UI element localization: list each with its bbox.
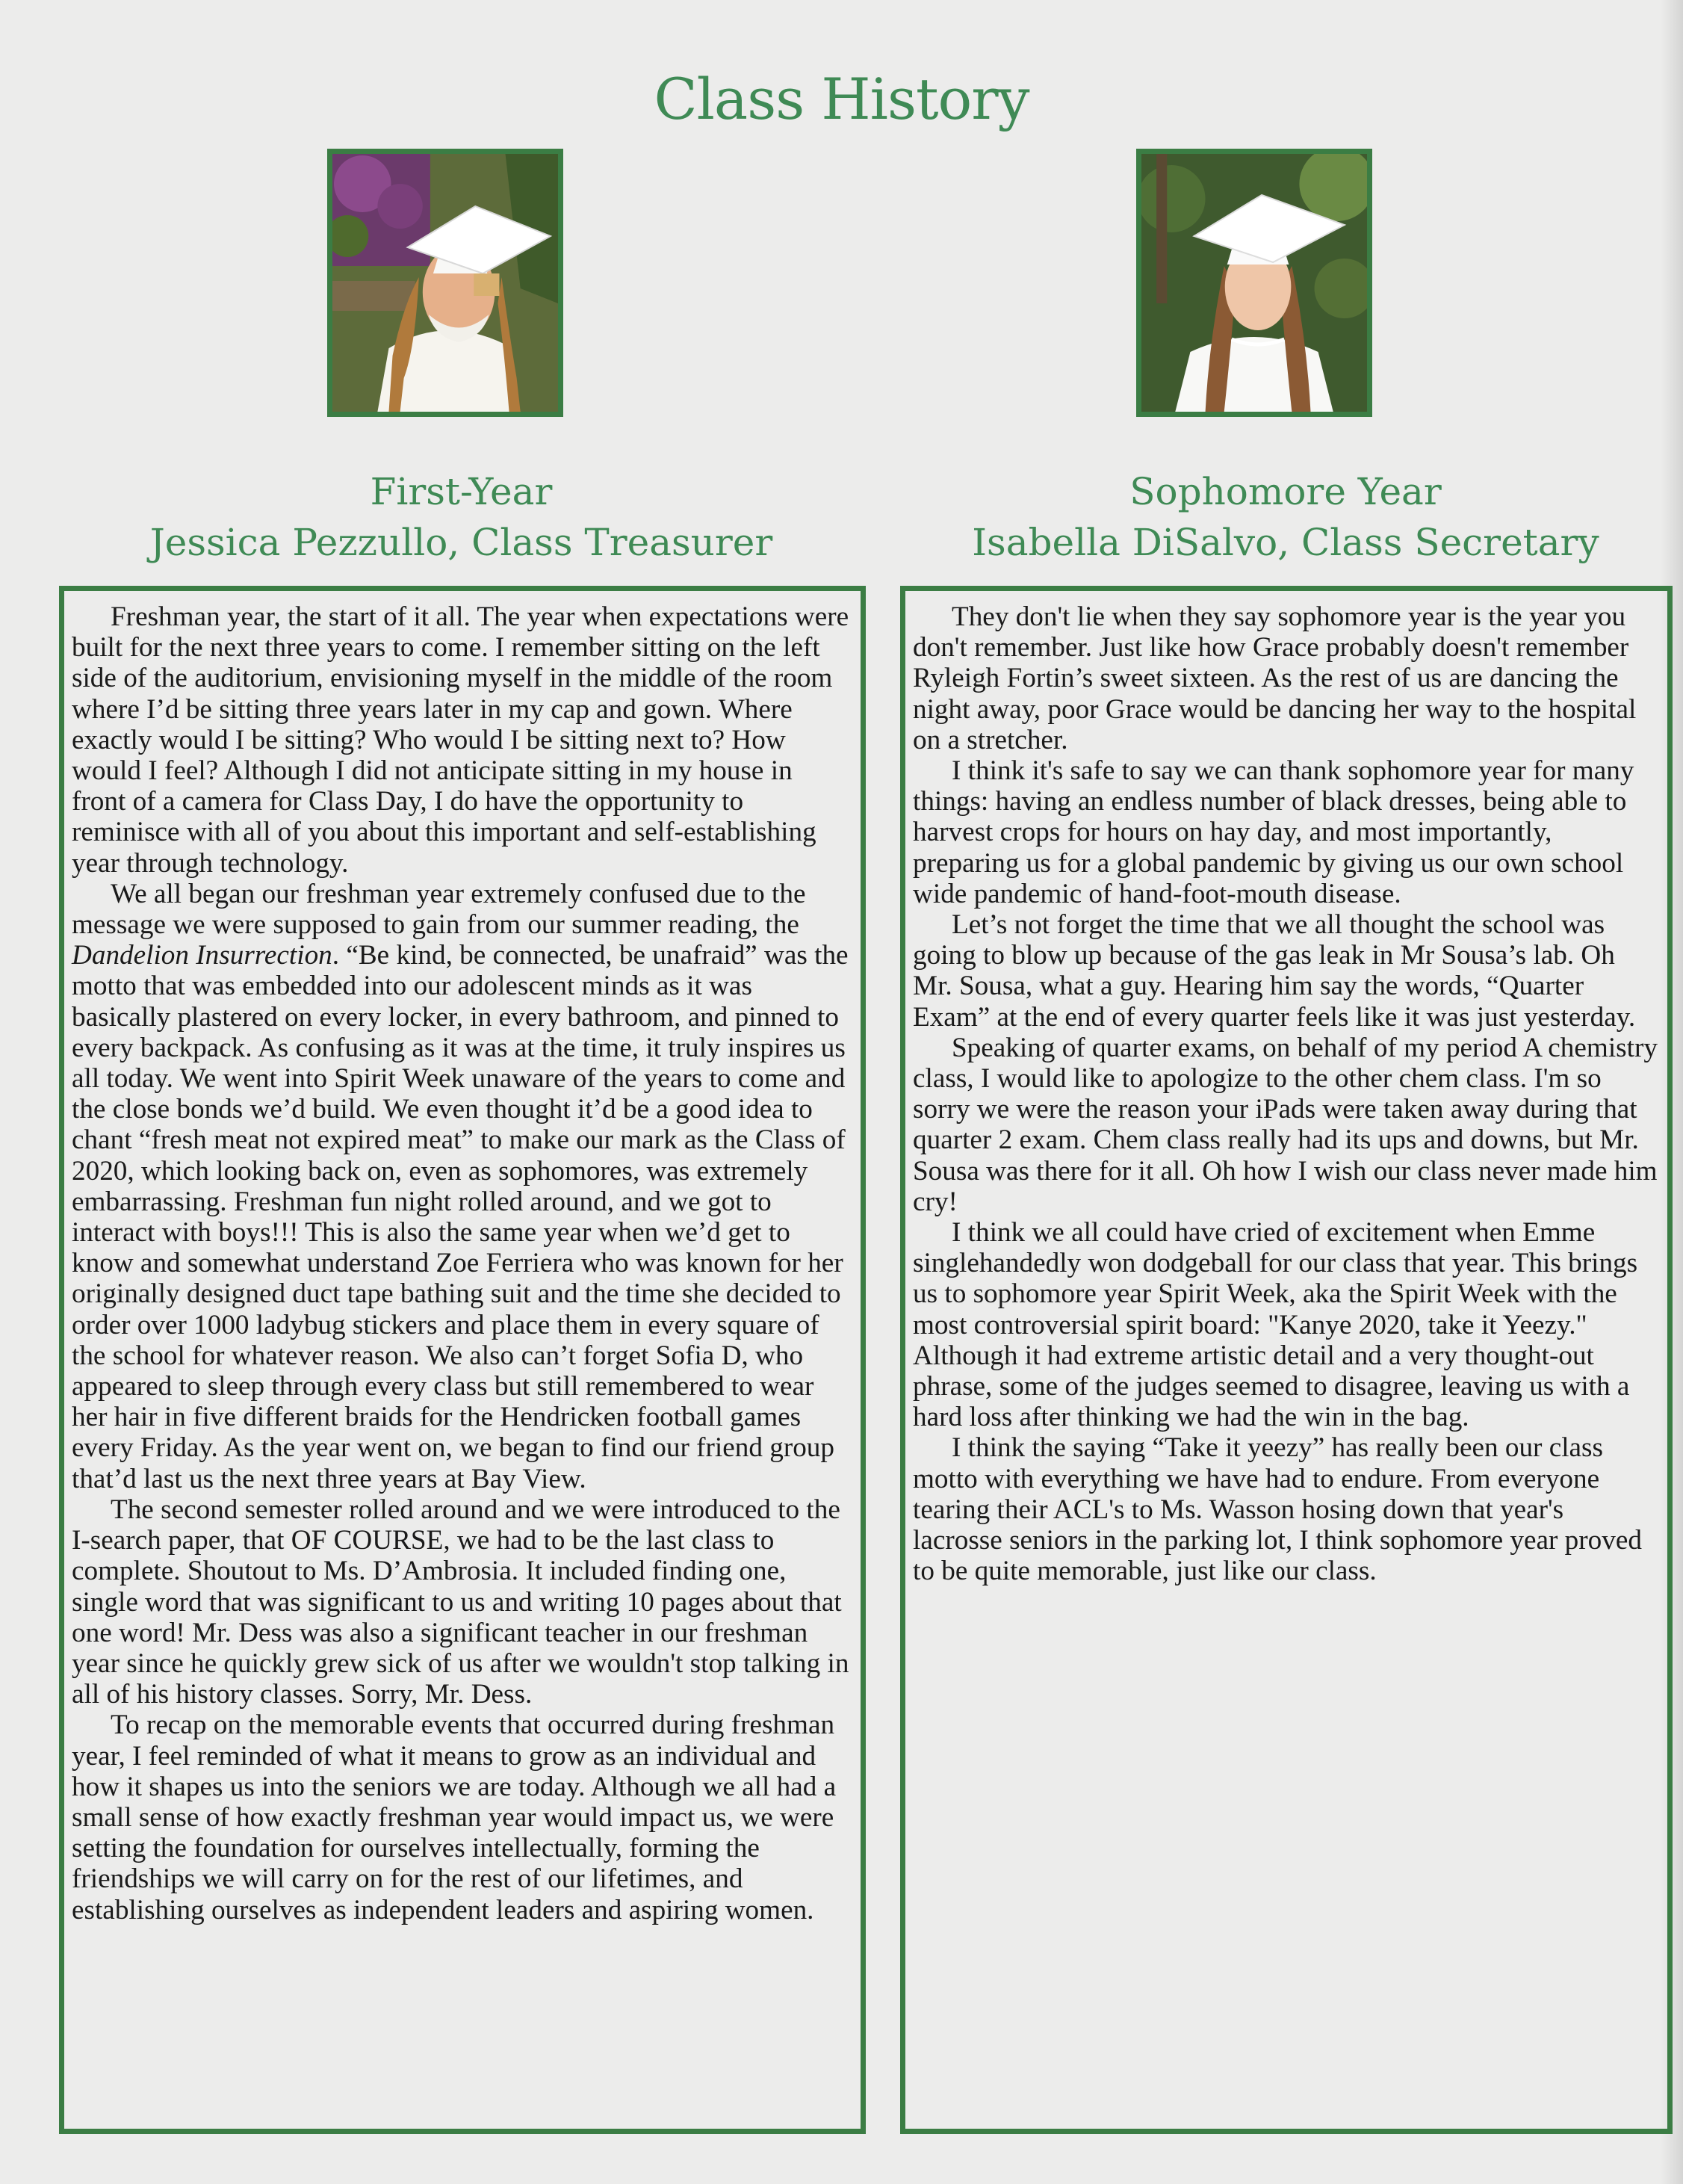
paragraph: The second semester rolled around and we were introduced to the I-search paper, that OF COURSE, we had to be the last class to complete. Shoutout to Ms. D’Ambrosia. It included finding one, single word that was significant to us and writing 10 pages about that one word! Mr. Dess was also a significant teacher in our freshman year since he quickly grew sick of us after we wouldn't stop talking in all of his history classes. Sorry, Mr. Dess. — [72, 1494, 849, 1710]
paragraph-text: . “Be kind, be connected, be unafraid” was the motto that was embedded into our adolescent minds as it was basically plastered on every locker, in every bathroom, and pinned to every backpack. As confusing as it was at the time, it truly inspires us all today. We went into Spirit Week unaware of the years to come and the close bonds we’d build. We even thought it’d be a good idea to chant “fresh meat not expired meat” to make our mark as the Class of 2020, which looking back on, even as sophomores, was extremely embarrassing. Freshman fun night rolled around, and we got to interact with boys!!! This is also the same year when we’d get to know and somewhat understand Zoe Ferriera who was known for her originally designed duct tape bathing suit and the time she decided to order over 1000 ladybug stickers and place them in every square of the school for whatever reason. We also can’t forget Sofia D, who appeared to sleep through every class but still remembered to wear her hair in five different braids for the Hendricken football games every Friday. As the year went on, we began to find our friend group that’d last us the next three years at Bay View. — [72, 940, 849, 1494]
portrait-first-year — [327, 149, 563, 417]
paragraph: They don't lie when they say sophomore year is the year you don't remember. Just like how Grace probably doesn't remember Ryleigh Fortin’s sweet sixteen. As the rest of us are dancing the night away, poor Grace would be dancing her way to the hospital on a stretcher. — [913, 601, 1637, 755]
right-author: Isabella DiSalvo, Class Secretary — [972, 521, 1599, 564]
paragraph: Freshman year, the start of it all. The year when expectations were built for the next three years to come. I remember sitting on the left side of the auditorium, envisioning myself in the middle of the room where I’d be sitting three years later in my cap and gown. Where exactly would I be sitting? Who would I be sitting next to? How would I feel? Although I did not anticipate sitting in my house in front of a camera for Class Day, I do have the opportunity to reminisce with all of you about this important and self-establishing year through technology. — [72, 601, 849, 879]
paragraph — [72, 879, 852, 1494]
paragraph: I think it's safe to say we can thank sophomore year for many things: having an endless number of black dresses, being able to harvest crops for hours on hay day, and most importantly, preparing us for a global pandemic by giving us our own school wide pandemic of hand-foot-mouth disease. — [913, 755, 1634, 909]
book-title: Dandelion Insurrection — [72, 940, 332, 971]
right-caption — [901, 466, 1670, 568]
right-section-title: Sophomore Year — [1129, 470, 1442, 513]
sophomore-year-text-box — [900, 586, 1673, 2134]
page-title: Class History — [654, 66, 1029, 132]
portrait-sophomore-year — [1136, 149, 1372, 417]
paragraph: Speaking of quarter exams, on behalf of my period A chemistry class, I would like to apologize to the other chem class. I'm so sorry we were the reason your iPads were taken away during that quarter 2 exam. Chem class really had its ups and downs, but Mr. Sousa was there for it all. Oh how I wish our class never made him cry! — [913, 1032, 1658, 1217]
left-section-title: First-Year — [370, 470, 553, 513]
paragraph: I think we all could have cried of excitement when Emme singlehandedly won dodgeball for our class that year. This brings us to sophomore year Spirit Week, aka the Spirit Week with the most controversial spirit board: "Kanye 2020, take it Yeezy." Although it had extreme artistic detail and a very thought-out phrase, some of the judges seemed to disagree, leaving us with a hard loss after thinking we had the win in the bag. — [913, 1217, 1638, 1433]
left-author: Jessica Pezzullo, Class Treasurer — [149, 521, 773, 564]
paragraph: I think the saying “Take it yeezy” has really been our class motto with everything we have had to endure. From everyone tearing their ACL's to Ms. Wasson hosing down that year's lacrosse seniors in the parking lot, I think sophomore year proved to be quite memorable, just like our class. — [913, 1432, 1642, 1587]
paragraph-text: We all began our freshman year extremely confused due to the message we were supposed to gain from our summer reading, the — [72, 878, 806, 941]
left-caption — [60, 466, 863, 568]
paragraph: Let’s not forget the time that we all thought the school was going to blow up because of the gas leak in Mr Sousa’s lab. Oh Mr. Sousa, what a guy. Hearing him say the words, “Quarter Exam” at the end of every quarter feels like it was just yesterday. — [913, 909, 1636, 1033]
paragraph: To recap on the memorable events that occurred during freshman year, I feel reminded of what it means to grow as an individual and how it shapes us into the seniors we are today. Although we all had a small sense of how exactly freshman year would impact us, we were setting the foundation for ourselves intellectually, forming the friendships we will carry on for the rest of our lifetimes, and establishing ourselves as independent leaders and aspiring women. — [72, 1710, 837, 1925]
first-year-text-box — [59, 586, 866, 2134]
